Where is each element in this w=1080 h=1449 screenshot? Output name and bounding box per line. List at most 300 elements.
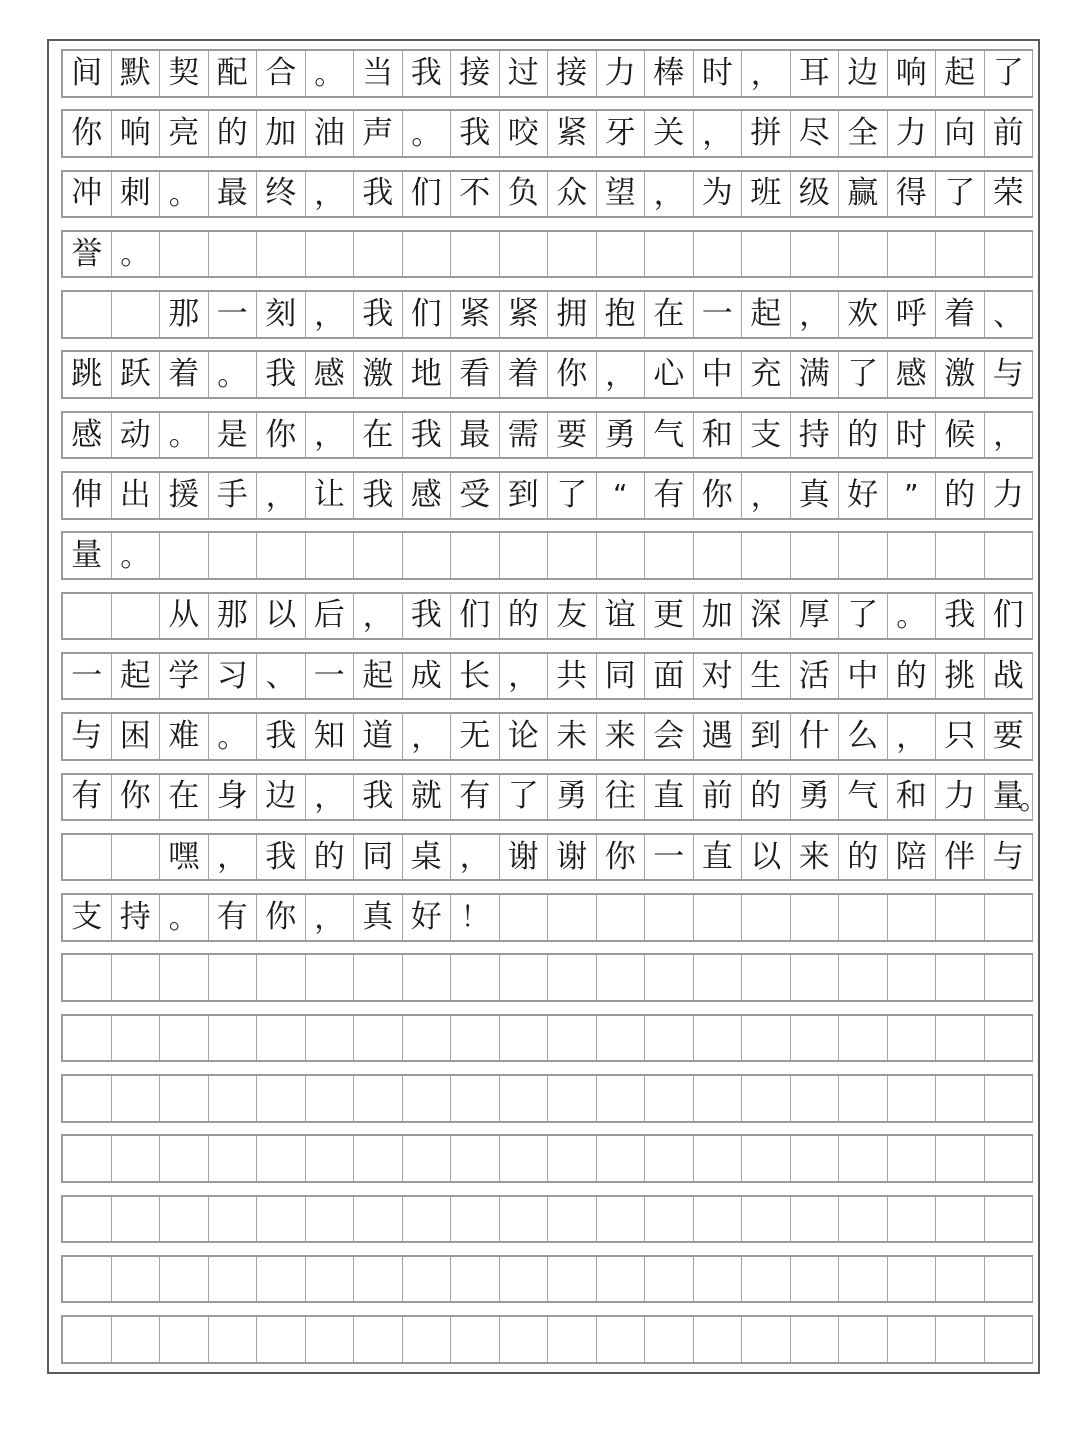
grid-cell: 你 [112, 775, 161, 820]
grid-cell [645, 1136, 694, 1181]
grid-cell [597, 1076, 646, 1121]
grid-cell: 伸 [63, 473, 112, 518]
grid-cell [306, 1136, 355, 1181]
grid-cell: 持 [791, 413, 840, 458]
grid-cell: 和 [694, 413, 743, 458]
grid-cell [451, 1197, 500, 1242]
grid-cell [694, 1016, 743, 1061]
grid-cell [306, 1076, 355, 1121]
grid-cell [500, 1197, 549, 1242]
grid-cell [63, 1076, 112, 1121]
grid-row [61, 652, 1033, 701]
grid-cell: 中 [694, 352, 743, 397]
grid-row [61, 592, 1033, 641]
grid-cell: 感 [63, 413, 112, 458]
grid-cell: 配 [209, 51, 258, 96]
grid-cell: ， [403, 714, 452, 759]
grid-cell [791, 1136, 840, 1181]
grid-cell: 的 [888, 654, 937, 699]
grid-cell: 起 [112, 654, 161, 699]
grid-row [61, 350, 1033, 399]
grid-cell: ， [791, 292, 840, 337]
grid-cell: 起 [742, 292, 791, 337]
grid-cell [306, 1016, 355, 1061]
grid-cell [791, 1076, 840, 1121]
grid-cell [645, 895, 694, 940]
grid-cell: 对 [694, 654, 743, 699]
grid-cell: 。 [209, 714, 258, 759]
grid-cell: 呼 [888, 292, 937, 337]
grid-cell: 誉 [63, 232, 112, 277]
grid-cell [209, 1197, 258, 1242]
grid-cell [451, 1136, 500, 1181]
grid-row [61, 411, 1033, 460]
grid-cell [985, 1076, 1034, 1121]
grid-cell: 向 [936, 111, 985, 156]
grid-cell: 我 [354, 473, 403, 518]
grid-cell [936, 1076, 985, 1121]
grid-cell: 习 [209, 654, 258, 699]
grid-cell [839, 533, 888, 578]
grid-cell: 咬 [500, 111, 549, 156]
grid-cell: 感 [403, 473, 452, 518]
grid-cell [160, 1257, 209, 1302]
grid-cell [209, 955, 258, 1000]
grid-cell: “ [597, 473, 646, 518]
grid-cell: 过 [500, 51, 549, 96]
grid-cell: 感 [888, 352, 937, 397]
grid-cell [936, 895, 985, 940]
grid-cell: 响 [112, 111, 161, 156]
grid-cell [403, 232, 452, 277]
grid-cell [548, 955, 597, 1000]
grid-cell [694, 1197, 743, 1242]
grid-cell [645, 1076, 694, 1121]
grid-cell: 得 [888, 172, 937, 217]
grid-cell [888, 1197, 937, 1242]
grid-cell [63, 955, 112, 1000]
grid-cell: 勇 [791, 775, 840, 820]
grid-cell: 我 [257, 835, 306, 880]
grid-row [61, 773, 1049, 822]
grid-cell [209, 1317, 258, 1362]
manuscript-paper [47, 39, 1049, 1374]
grid-cell: 接 [451, 51, 500, 96]
grid-cell: 需 [500, 413, 549, 458]
grid-cell [354, 533, 403, 578]
grid-cell: 边 [257, 775, 306, 820]
grid-cell: 有 [63, 775, 112, 820]
grid-cell [548, 533, 597, 578]
grid-cell [209, 1016, 258, 1061]
grid-cell [694, 1136, 743, 1181]
grid-row [61, 230, 1033, 279]
grid-cell: 是 [209, 413, 258, 458]
grid-cell [63, 1136, 112, 1181]
grid-cell: 从 [160, 594, 209, 639]
grid-cell: 了 [839, 352, 888, 397]
grid-cell [839, 1317, 888, 1362]
grid-cell: 激 [936, 352, 985, 397]
grid-cell: 不 [451, 172, 500, 217]
grid-cell: 勇 [548, 775, 597, 820]
grid-cell: 了 [985, 51, 1034, 96]
grid-cell: ， [597, 352, 646, 397]
grid-cell: 好 [839, 473, 888, 518]
grid-cell: 时 [888, 413, 937, 458]
grid-cell [985, 1317, 1034, 1362]
grid-cell: ， [354, 594, 403, 639]
grid-cell: ， [451, 835, 500, 880]
grid-cell: 无 [451, 714, 500, 759]
grid-cell: 拼 [742, 111, 791, 156]
grid-row [61, 1255, 1033, 1304]
grid-cell: 我 [936, 594, 985, 639]
grid-cell [112, 1197, 161, 1242]
grid-cell: 论 [500, 714, 549, 759]
grid-cell [160, 1136, 209, 1181]
grid-cell: 尽 [791, 111, 840, 156]
grid-cell: 我 [257, 352, 306, 397]
grid-cell: 的 [306, 835, 355, 880]
grid-row [61, 109, 1033, 158]
grid-cell [742, 1317, 791, 1362]
grid-row [61, 471, 1033, 520]
grid-cell [403, 955, 452, 1000]
grid-cell [306, 955, 355, 1000]
grid-cell [936, 1257, 985, 1302]
grid-cell [888, 232, 937, 277]
grid-cell: 们 [985, 594, 1034, 639]
grid-cell [209, 1257, 258, 1302]
grid-cell [403, 1317, 452, 1362]
grid-cell: 长 [451, 654, 500, 699]
grid-cell [257, 1197, 306, 1242]
grid-cell: 刺 [112, 172, 161, 217]
grid-cell: 。 [209, 352, 258, 397]
grid-cell: 加 [694, 594, 743, 639]
grid-cell [63, 1016, 112, 1061]
grid-cell: ” [888, 473, 937, 518]
grid-cell: 们 [403, 172, 452, 217]
grid-cell [597, 1016, 646, 1061]
grid-cell: 。 [160, 895, 209, 940]
grid-cell: ！ [451, 895, 500, 940]
grid-cell [209, 533, 258, 578]
grid-cell [791, 955, 840, 1000]
grid-cell [209, 232, 258, 277]
grid-cell: 挑 [936, 654, 985, 699]
grid-cell [548, 1136, 597, 1181]
grid-cell: 着 [500, 352, 549, 397]
grid-cell: 勇 [597, 413, 646, 458]
grid-cell: 众 [548, 172, 597, 217]
grid-cell: 么 [839, 714, 888, 759]
grid-cell [257, 1136, 306, 1181]
grid-cell [888, 1076, 937, 1121]
grid-cell [257, 232, 306, 277]
grid-cell [742, 955, 791, 1000]
grid-cell: 到 [500, 473, 549, 518]
grid-cell [451, 533, 500, 578]
grid-cell: 嘿 [160, 835, 209, 880]
grid-cell: 就 [403, 775, 452, 820]
grid-cell: 谊 [597, 594, 646, 639]
grid-cell: 有 [451, 775, 500, 820]
grid-cell: 出 [112, 473, 161, 518]
grid-cell [451, 232, 500, 277]
grid-row [61, 1074, 1033, 1123]
grid-cell [451, 955, 500, 1000]
grid-cell [985, 1016, 1034, 1061]
grid-cell: 赢 [839, 172, 888, 217]
grid-cell: 了 [936, 172, 985, 217]
grid-cell [742, 1257, 791, 1302]
grid-cell: 成 [403, 654, 452, 699]
grid-cell: 力 [936, 775, 985, 820]
grid-cell: 持 [112, 895, 161, 940]
grid-cell: 难 [160, 714, 209, 759]
grid-cell [888, 1136, 937, 1181]
grid-cell: ， [306, 775, 355, 820]
grid-cell: 心 [645, 352, 694, 397]
grid-cell [742, 895, 791, 940]
grid-cell [791, 232, 840, 277]
grid-cell: 亮 [160, 111, 209, 156]
grid-cell: 只 [936, 714, 985, 759]
grid-cell [694, 533, 743, 578]
grid-cell: 直 [645, 775, 694, 820]
grid-cell: 受 [451, 473, 500, 518]
grid-cell [403, 533, 452, 578]
grid-cell: 响 [888, 51, 937, 96]
grid-cell [645, 1197, 694, 1242]
grid-cell: 那 [209, 594, 258, 639]
grid-cell [597, 1136, 646, 1181]
grid-cell [791, 533, 840, 578]
grid-cell: ， [888, 714, 937, 759]
grid-cell [791, 1317, 840, 1362]
grid-cell: ， [742, 51, 791, 96]
grid-cell [694, 232, 743, 277]
grid-cell [354, 1317, 403, 1362]
grid-cell [548, 1257, 597, 1302]
grid-cell: 在 [160, 775, 209, 820]
grid-cell: 来 [791, 835, 840, 880]
grid-cell [548, 1016, 597, 1061]
grid-cell: 的 [839, 413, 888, 458]
grid-cell: 终 [257, 172, 306, 217]
grid-cell: 以 [742, 835, 791, 880]
grid-cell: 着 [160, 352, 209, 397]
grid-cell [209, 1076, 258, 1121]
grid-cell: 要 [548, 413, 597, 458]
grid-cell [985, 232, 1034, 277]
grid-cell: 你 [548, 352, 597, 397]
grid-cell: 同 [354, 835, 403, 880]
grid-cell [112, 1016, 161, 1061]
grid-cell: 同 [597, 654, 646, 699]
grid-cell: 我 [354, 775, 403, 820]
grid-cell: 。 [306, 51, 355, 96]
grid-cell [306, 1197, 355, 1242]
grid-cell [112, 594, 161, 639]
grid-cell: 来 [597, 714, 646, 759]
grid-cell: 合 [257, 51, 306, 96]
grid-cell [791, 1197, 840, 1242]
grid-cell [354, 955, 403, 1000]
grid-cell: 未 [548, 714, 597, 759]
grid-row [61, 531, 1033, 580]
grid-cell [548, 1076, 597, 1121]
grid-cell [403, 1257, 452, 1302]
grid-cell [597, 533, 646, 578]
grid-cell [160, 1016, 209, 1061]
grid-cell: ， [742, 473, 791, 518]
grid-cell: 油 [306, 111, 355, 156]
grid-row [61, 290, 1033, 339]
grid-cell: 欢 [839, 292, 888, 337]
grid-cell [936, 1016, 985, 1061]
grid-cell: 了 [500, 775, 549, 820]
grid-cell: 有 [209, 895, 258, 940]
grid-cell: 最 [209, 172, 258, 217]
grid-cell [306, 232, 355, 277]
grid-cell [936, 1317, 985, 1362]
grid-cell: 我 [354, 292, 403, 337]
grid-cell [160, 232, 209, 277]
grid-cell: 起 [354, 654, 403, 699]
grid-cell: 往 [597, 775, 646, 820]
grid-cell [257, 1317, 306, 1362]
grid-cell [839, 1016, 888, 1061]
grid-cell [839, 895, 888, 940]
grid-cell [257, 955, 306, 1000]
grid-cell [645, 533, 694, 578]
grid-cell: 看 [451, 352, 500, 397]
grid-cell: 负 [500, 172, 549, 217]
grid-cell [354, 1016, 403, 1061]
grid-cell: 我 [403, 594, 452, 639]
grid-cell: 量 [985, 775, 1034, 820]
grid-row [61, 49, 1033, 98]
grid-cell [645, 1317, 694, 1362]
grid-cell: 谢 [548, 835, 597, 880]
grid-cell [403, 1076, 452, 1121]
grid-cell [63, 594, 112, 639]
grid-cell: 候 [936, 413, 985, 458]
grid-cell [403, 1016, 452, 1061]
grid-cell [888, 895, 937, 940]
grid-cell: 当 [354, 51, 403, 96]
grid-cell: 力 [888, 111, 937, 156]
grid-cell: 边 [839, 51, 888, 96]
grid-cell: 与 [985, 352, 1034, 397]
grid-cell [742, 533, 791, 578]
grid-cell: 起 [936, 51, 985, 96]
grid-cell: 的 [839, 835, 888, 880]
grid-cell: 遇 [694, 714, 743, 759]
grid-cell [645, 955, 694, 1000]
grid-cell: 冲 [63, 172, 112, 217]
grid-cell [306, 1317, 355, 1362]
grid-cell [985, 895, 1034, 940]
grid-cell: 抱 [597, 292, 646, 337]
grid-cell [936, 533, 985, 578]
grid-cell [839, 1197, 888, 1242]
grid-cell [742, 1197, 791, 1242]
grid-cell: 以 [257, 594, 306, 639]
grid-cell [597, 1197, 646, 1242]
grid-cell: 生 [742, 654, 791, 699]
grid-cell [403, 1136, 452, 1181]
grid-cell [597, 1317, 646, 1362]
grid-cell [645, 1016, 694, 1061]
grid-cell: 、 [257, 654, 306, 699]
grid-cell [645, 232, 694, 277]
grid-cell [354, 1197, 403, 1242]
grid-row [61, 1315, 1033, 1364]
grid-cell [597, 895, 646, 940]
grid-cell: 满 [791, 352, 840, 397]
grid-cell: 。 [403, 111, 452, 156]
grid-cell: 动 [112, 413, 161, 458]
grid-cell [985, 955, 1034, 1000]
grid-cell: 那 [160, 292, 209, 337]
grid-row [61, 712, 1033, 761]
grid-cell: 道 [354, 714, 403, 759]
grid-cell: 援 [160, 473, 209, 518]
margin-punctuation: 。 [1019, 782, 1049, 818]
grid-cell [548, 1317, 597, 1362]
grid-cell [839, 1136, 888, 1181]
grid-cell [597, 1257, 646, 1302]
grid-cell [403, 1197, 452, 1242]
grid-cell [888, 1317, 937, 1362]
grid-cell [985, 1136, 1034, 1181]
grid-cell: 你 [257, 895, 306, 940]
grid-cell [985, 533, 1034, 578]
grid-cell: ， [306, 172, 355, 217]
grid-cell: ， [306, 413, 355, 458]
grid-cell [791, 1257, 840, 1302]
grid-cell: 后 [306, 594, 355, 639]
grid-cell: 们 [451, 594, 500, 639]
grid-cell [742, 232, 791, 277]
grid-cell: 。 [160, 413, 209, 458]
grid-cell [548, 1197, 597, 1242]
grid-cell [63, 1197, 112, 1242]
grid-cell [63, 1317, 112, 1362]
grid-cell: 最 [451, 413, 500, 458]
grid-cell: 我 [403, 413, 452, 458]
grid-cell: ， [500, 654, 549, 699]
grid-cell [112, 292, 161, 337]
grid-cell [500, 1016, 549, 1061]
grid-cell [306, 533, 355, 578]
grid-cell: 了 [548, 473, 597, 518]
grid-cell: ， [306, 895, 355, 940]
writing-grid [61, 49, 1049, 1376]
grid-cell [839, 955, 888, 1000]
grid-cell: 关 [645, 111, 694, 156]
grid-cell [354, 1257, 403, 1302]
grid-cell: 前 [985, 111, 1034, 156]
grid-cell: ， [209, 835, 258, 880]
grid-cell: ， [306, 292, 355, 337]
grid-cell: 什 [791, 714, 840, 759]
grid-cell: 声 [354, 111, 403, 156]
